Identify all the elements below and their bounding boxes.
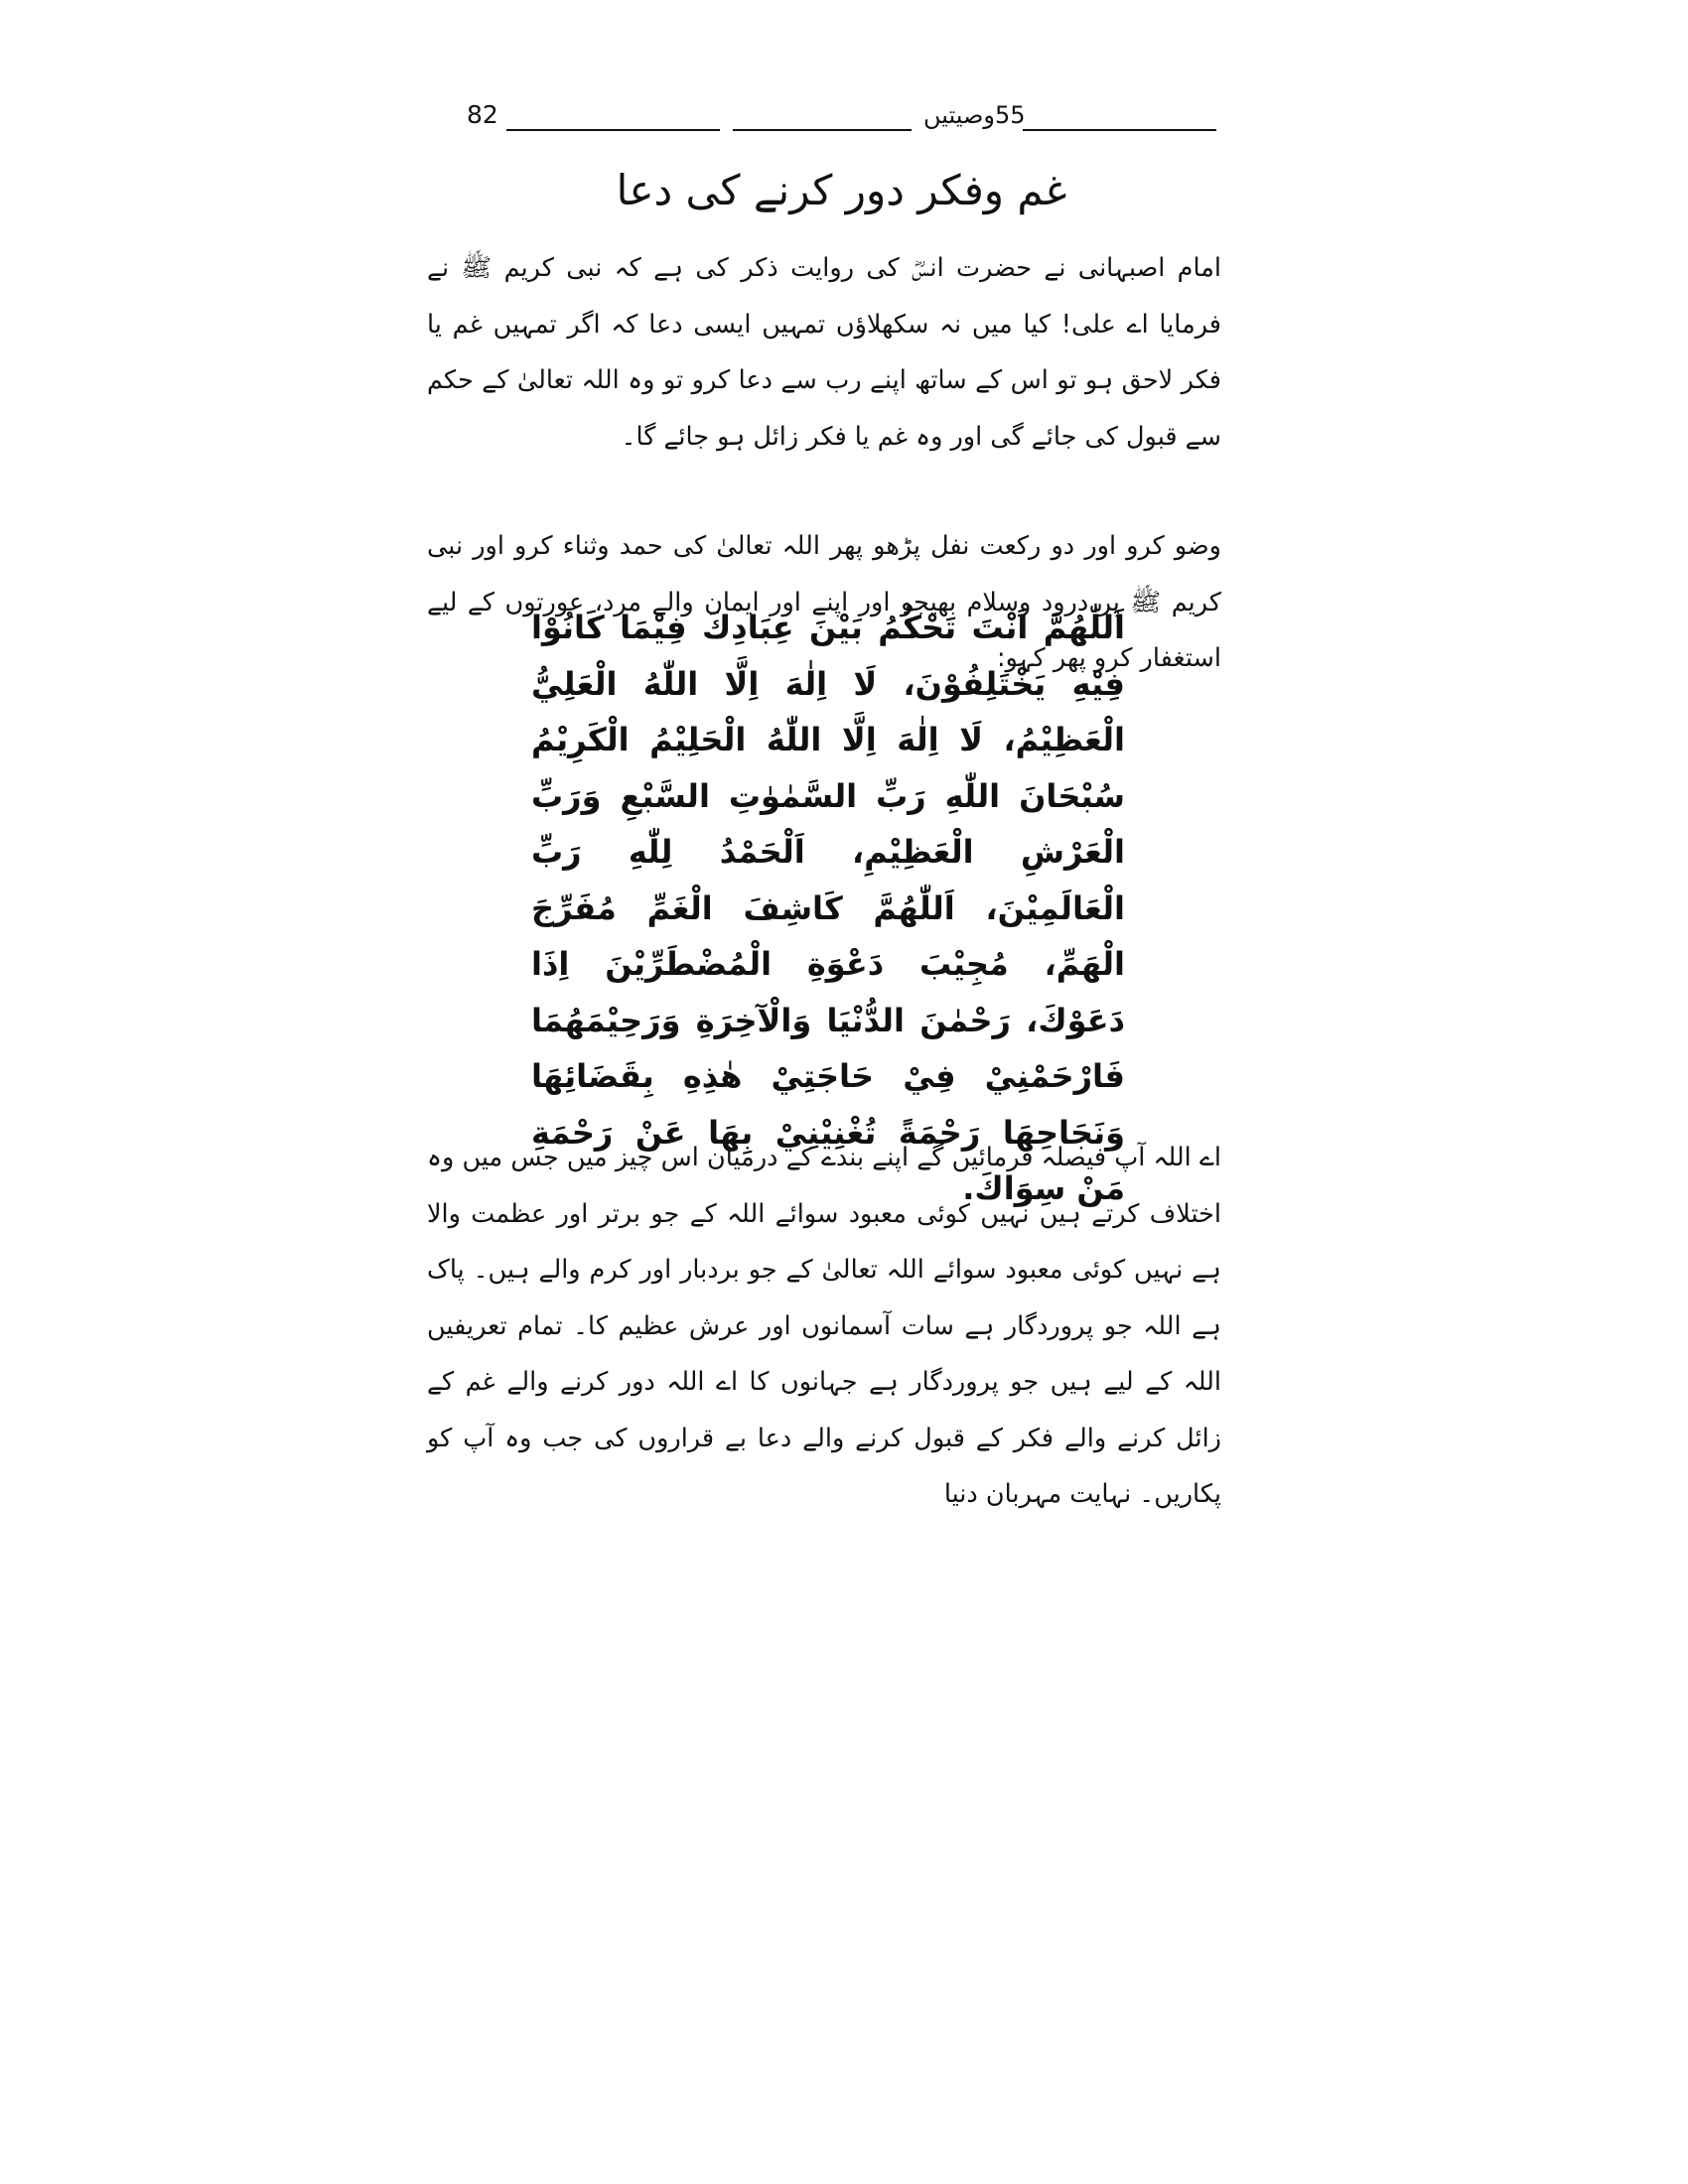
instruction-paragraph: وضو کرو اور دو رکعت نفل پڑھو پھر اللہ تعالیٰ کی حمد وثناء کرو اور نبی کریم ﷺ پر درود وسلام بھیجو اور اپنے اور ایمان والے مرد، عورتوں کے لیے استغفار کرو پھر کہو: [427,531,1221,673]
page-number: 82 [467,100,498,129]
dua-arabic-text: اَللّٰهُمَّ اَنْتَ تَحْكُمُ بَيْنَ عِبَادِكَ فِيْمَا كَانُوْا فِيْهِ يَخْتَلِفُوْنَ، لَا اِلٰهَ اِلَّا اللّٰهُ الْعَلِيُّ الْعَظِيْمُ، لَا اِلٰهَ اِلَّا اللّٰهُ الْحَلِيْمُ الْكَرِيْمُ سُبْحَانَ اللّٰهِ رَبِّ السَّمٰوٰتِ السَّبْعِ وَرَبِّ الْعَرْشِ الْعَظِيْمِ، اَلْحَمْدُ لِلّٰهِ رَبِّ الْعَالَمِيْنَ، اَللّٰهُمَّ كَاشِفَ الْغَمِّ مُفَرِّجَ الْهَمِّ، مُجِيْبَ دَعْوَةِ الْمُضْطَرِّيْنَ اِذَا دَعَوْكَ، رَحْمٰنَ الدُّنْيَا وَالْآخِرَةِ وَرَحِيْمَهُمَا فَارْحَمْنِيْ فِيْ حَاجَتِيْ هٰذِهِ بِقَضَائِهَا وَنَجَاحِهَا رَحْمَةً تُغْنِيْنِيْ بِهَا عَنْ رَحْمَةِ مَنْ سِوَاكَ. [531,609,1125,1207]
header-rule-right [1023,129,1216,131]
translation-paragraph: اے اللہ آپ فیصلہ فرمائیں گے اپنے بندے کے درمیان اس چیز میں جس میں وہ اختلاف کرتے ہیں نہیں کوئی معبود سوائے اللہ کے جو برتر اور عظمت والا ہے نہیں کوئی معبود سوائے اللہ تعالیٰ کے جو بردبار اور کرم والے ہیں۔ پاک ہے اللہ جو پروردگار ہے سات آسمانوں اور عرش عظیم کا۔ تمام تعریفیں اللہ کے لیے ہیں جو پروردگار ہے جہانوں کا اے اللہ دور کرنے والے غم کے زائل کرنے والے فکر کے قبول کرنے والے دعا بے قراروں کی جب وہ آپ کو پکاریں۔ نہایت مہربان دنیا [427,1143,1221,1509]
header-rule-left [506,129,720,131]
header-rule-middle [733,129,912,131]
book-title: 55وصیتیں [923,101,1026,129]
chapter-title: غم وفکر دور کرنے کی دعا [616,166,1067,214]
page-header [467,99,1216,139]
intro-paragraph: امام اصبہانی نے حضرت انسؓ کی روایت ذکر کی ہے کہ نبی کریم ﷺ نے فرمایا اے علی! کیا میں نہ سکھلاؤں تمہیں ایسی دعا کہ اگر تمہیں غم یا فکر لاحق ہو تو اس کے ساتھ اپنے رب سے دعا کرو تو وہ اللہ تعالیٰ کے حکم سے قبول کی جائے گی اور وہ غم یا فکر زائل ہو جائے گا۔ [427,253,1221,452]
